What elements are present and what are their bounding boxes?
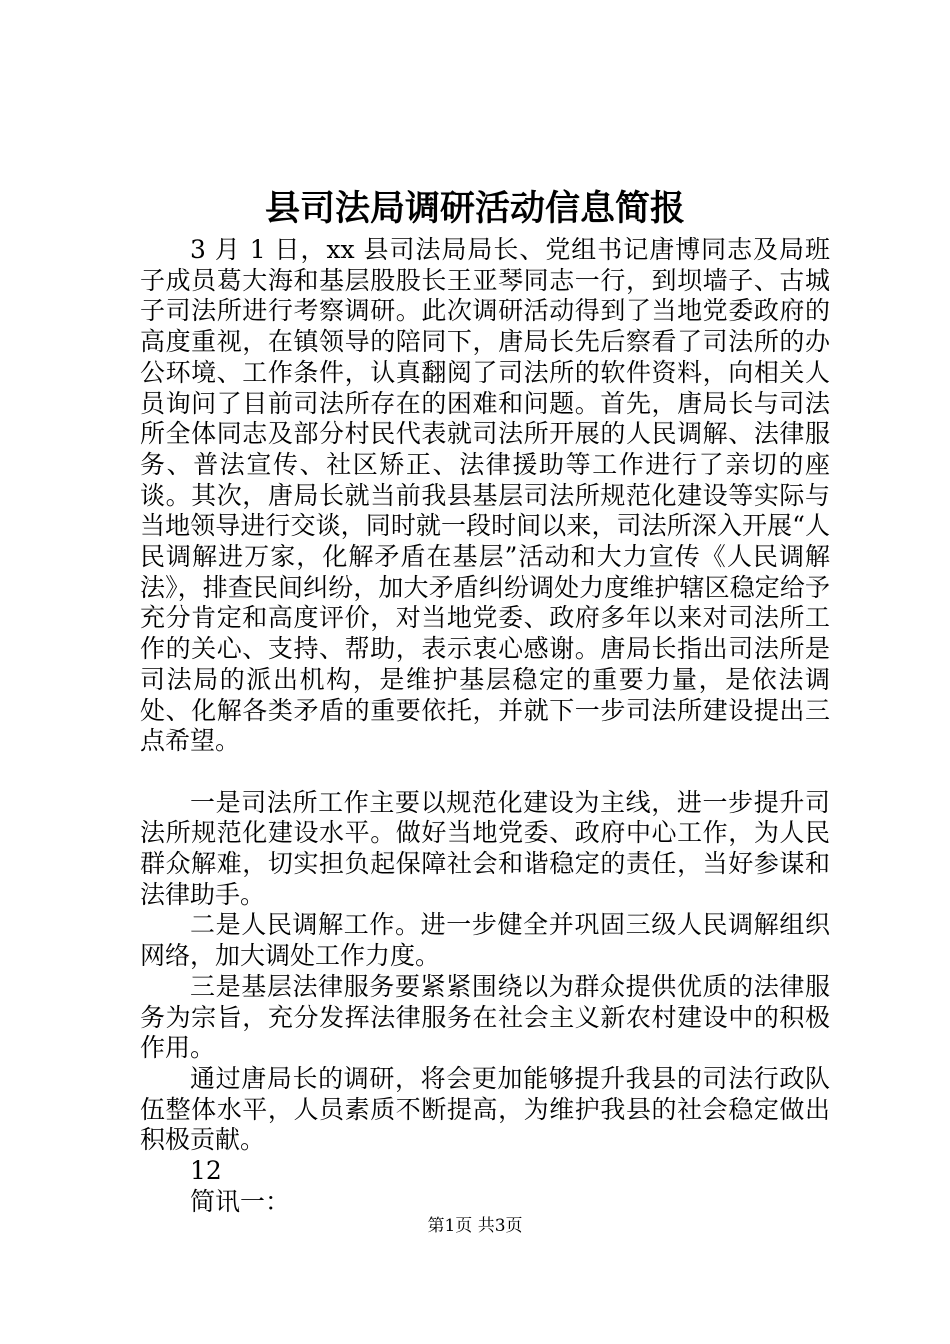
document-title: 县司法局调研活动信息简报 (264, 188, 685, 229)
paragraph-point-two: 二是人民调解工作。进一步健全并巩固三级人民调解组织网络，加大调处工作力度。 (140, 910, 830, 971)
paragraph-conclusion: 通过唐局长的调研，将会更加能够提升我县的司法行政队伍整体水平，人员素质不断提高，为维护我县的社会稳定做出积极贡献。 (140, 1063, 830, 1155)
paragraph-number: 12 (190, 1156, 222, 1186)
paragraph-point-one: 一是司法所工作主要以规范化建设为主线，进一步提升司法所规范化建设水平。做好当地党委、政府中心工作，为人民群众解难，切实担负起保障社会和谐稳定的责任，当好参谋和法律助手。 (140, 787, 830, 909)
paragraph-point-three: 三是基层法律服务要紧紧围绕以为群众提供优质的法律服务为宗旨，充分发挥法律服务在社会主义新农村建设中的积极作用。 (140, 971, 830, 1063)
paragraph-brief-heading: 简讯一： (190, 1186, 291, 1216)
page-footer: 第1页 共3页 (427, 1216, 523, 1236)
paragraph-intro: 3 月 1 日，xx 县司法局局长、党组书记唐博同志及局班子成员葛大海和基层股股长王亚琴同志一行，到坝墙子、古城子司法所进行考察调研。此次调研活动得到了当地党委政府的高度重视，在镇领导的陪同下，唐局长先后察看了司法所的办公环境、工作条件，认真翻阅了司法所的软件资料，向相关人员询问了目前司法所存在的困难和问题。首先，唐局长与司法所全体同志及部分村民代表就司法所开展的人民调解、法律服务、普法宣传、社区矫正、法律援助等工作进行了亲切的座谈。其次，唐局长就当前我县基层司法所规范化建设等实际与当地领导进行交谈，同时就一段时间以来，司法所深入开展“人民调解进万家，化解矛盾在基层”活动和大力宣传《人民调解法》，排查民间纠纷，加大矛盾纠纷调处力度维护辖区稳定给予充分肯定和高度评价，对当地党委、政府多年以来对司法所工作的关心、支持、帮助，表示衷心感谢。唐局长指出司法所是司法局的派出机构，是维护基层稳定的重要力量，是依法调处、化解各类矛盾的重要依托，并就下一步司法所建设提出三点希望。 (140, 235, 830, 756)
document-body (140, 235, 830, 1217)
